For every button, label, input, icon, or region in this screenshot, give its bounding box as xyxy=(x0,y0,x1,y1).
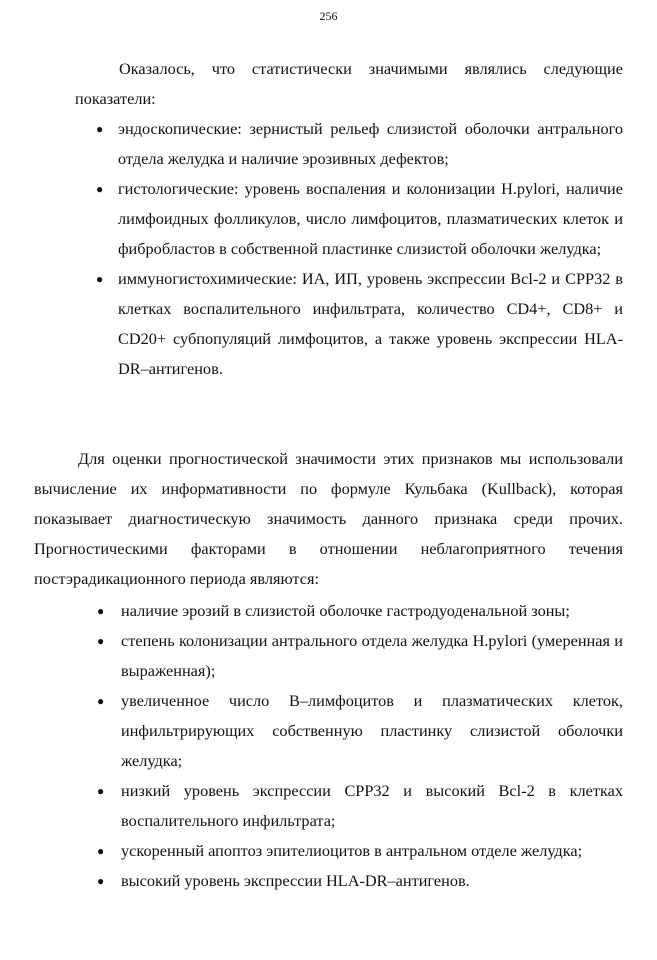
list-item-text: иммуногистохимические: ИА, ИП, уровень экспрессии Bcl-2 и CPP32 в клетках воспалительного инфильтрата, количество CD4+, CD8+ и CD20+ субпопуляций лимфоцитов, а также уровень экспрессии HLA-DR–антигенов. xyxy=(118,269,623,378)
intro-paragraph: Оказалось, что статистически значимыми являлись следующие показатели: xyxy=(75,59,623,108)
prognosis-section xyxy=(34,444,623,594)
list-item xyxy=(96,174,623,264)
prognosis-paragraph: Для оценки прогностической значимости этих признаков мы использовали вычисление их информативности по формуле Кульбака (Kullback), которая показывает диагностическую значимость данного признака среди прочих. Прогностическими факторами в отношении неблагоприятного течения постэрадикационного периода являются: xyxy=(34,449,623,588)
list-item-text: эндоскопические: зернистый рельеф слизистой оболочки антрального отдела желудка и наличие эрозивных дефектов; xyxy=(118,119,623,168)
list-item xyxy=(96,264,623,384)
list-item-text: гистологические: уровень воспаления и колонизации H.pylori, наличие лимфоидных фолликулов, число лимфоцитов, плазматических клеток и фибробластов в собственной пластинке слизистой оболочки желудка; xyxy=(118,179,623,258)
list-item-text: низкий уровень экспрессии CPP32 и высокий Bcl-2 в клетках воспалительного инфильтрата; xyxy=(121,781,623,830)
bullet-icon: ● xyxy=(97,634,105,648)
bullet-icon: ● xyxy=(97,694,105,708)
significant-indicators-list xyxy=(96,114,623,384)
page-number: 256 xyxy=(319,9,338,23)
intro-section xyxy=(75,54,623,114)
bullet-icon: ● xyxy=(96,182,104,196)
list-item-text: высокий уровень экспрессии HLA-DR–антигенов. xyxy=(121,871,470,890)
bullet-icon: ● xyxy=(96,272,104,286)
bullet-icon: ● xyxy=(97,844,105,858)
prognostic-factors-list xyxy=(97,596,623,896)
list-item-text: ускоренный апоптоз эпителиоцитов в антральном отделе желудка; xyxy=(121,841,583,860)
list-item xyxy=(97,626,623,686)
bullet-icon: ● xyxy=(97,784,105,798)
list-item xyxy=(97,836,623,866)
list-item-text: наличие эрозий в слизистой оболочке гастродуоденальной зоны; xyxy=(121,601,570,620)
list-item xyxy=(97,686,623,776)
list-item-text: увеличенное число B–лимфоцитов и плазматических клеток, инфильтрирующих собственную пластинку слизистой оболочки желудка; xyxy=(121,691,623,770)
bullet-icon: ● xyxy=(97,604,105,618)
list-item xyxy=(97,596,623,626)
bullet-icon: ● xyxy=(96,122,104,136)
list-item xyxy=(97,776,623,836)
list-item xyxy=(97,866,623,896)
list-item xyxy=(96,114,623,174)
list-item-text: степень колонизации антрального отдела желудка H.pylori (умеренная и выраженная); xyxy=(121,631,623,680)
bullet-icon: ● xyxy=(97,874,105,888)
